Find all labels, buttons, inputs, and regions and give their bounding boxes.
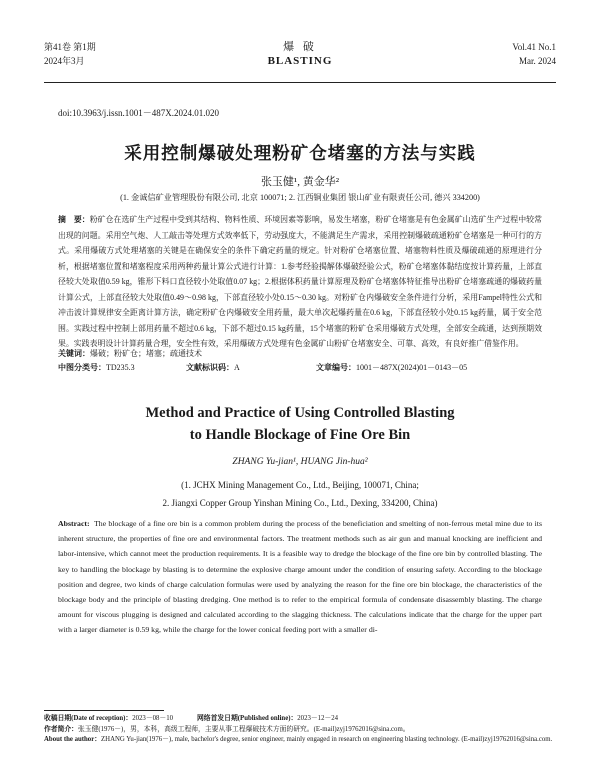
header-divider bbox=[44, 82, 556, 83]
journal-name-cn: 爆 破 bbox=[283, 41, 317, 53]
affiliation-en-line2: 2. Jiangxi Copper Group Yinshan Mining Co., Ltd., Dexing, 334200, China) bbox=[162, 498, 438, 508]
article-title-en-line1: Method and Practice of Using Controlled Blasting bbox=[145, 405, 455, 421]
affiliation-cn: (1. 金诚信矿业管理股份有限公司, 北京 100071; 2. 江西铜业集团 银山矿业有限责任公司, 德兴 334200) bbox=[120, 193, 480, 202]
abstract-en bbox=[58, 516, 542, 638]
published-label: 网络首发日期(Published online)： bbox=[197, 715, 298, 722]
keywords-cn bbox=[58, 348, 542, 359]
received-date: 2023－08－10 bbox=[132, 715, 173, 722]
author-en-label: About the author： bbox=[44, 736, 102, 743]
article-title-en bbox=[0, 402, 600, 446]
date-en: Mar. 2024 bbox=[519, 56, 556, 66]
author-cn-text: 张玉健(1976－)，男，本科，高级工程师，主要从事工程爆破技术方面的研究。(E-mail)zyj19762016@sina.com。 bbox=[77, 725, 410, 733]
volume-issue-cn: 第41卷 第1期 bbox=[44, 42, 96, 52]
affiliation-en bbox=[0, 476, 600, 512]
abstract-cn bbox=[58, 212, 542, 352]
document-code-value: A bbox=[234, 363, 240, 372]
author-en-text: ZHANG Yu-jian(1976－), male, bachelor's degree, senior engineer, mainly engaged in research on engineering blasting technology. (E-mail)zyj19762016@sina.com. bbox=[101, 736, 553, 743]
article-title-cn: 采用控制爆破处理粉矿仓堵塞的方法与实践 bbox=[124, 144, 476, 164]
abstract-cn-text: 粉矿仓在选矿生产过程中受到其结构、物料性质、环境因素等影响，易发生堵塞，粉矿仓堵塞是有色金属矿山选矿生产过程中较常出现的问题。采用空气炮、人工敲击等处理方式效率低下，劳动强度大，不能满足生产需求，采用控制爆破疏通粉矿仓堵塞是一种可行的方式。采用爆破方式处理堵塞的关键是在确保安全的条件下确定药量的规定。针对粉矿仓堵塞位置、堵塞物料性质及爆破疏通的原理进行分析，根据堵塞位置和堵塞程度采用两种药量计算公式进行计算：1.参考经验揭解体爆破经验公式，粉矿仓堵塞体黏结度按计算药量，上部直径较大处取值0.59 kg，锥形下料口直径较小处取值0.07 kg；2.根据体积药量计算原理及粉矿仓堵塞体特征推导出粉矿仓堵塞疏通的爆破药量计算公式，上部直径较大处取值0.49～0.98 kg，下部直径较小处0.15～0.30 kg。对粉矿仓内爆破安全条件进行分析，采用Fampel特性公式和冲击波计算规律安全距离计算方法，确定粉矿仓内爆破安全用药量，最大单次起爆药量在0.6 kg，下部直径较小处0.15 kg药量，属于安全范围。实践过程中控制上部用药量不超过0.6 kg，下部不超过0.15 kg药量，15个堵塞的粉矿仓采用爆破方式处理，全部安全疏通，达到预期效果。实践表明设计计算药量合理，安全性有效，采用爆破方式处理有色金属矿山粉矿仓堵塞安全、可靠、高效，有良好推广借鉴作用。 bbox=[58, 215, 542, 348]
article-number-value: 1001－487X(2024)01－0143－05 bbox=[356, 363, 468, 372]
footnote-author-cn bbox=[44, 725, 556, 736]
keywords-cn-label: 关键词： bbox=[58, 349, 90, 358]
volume-issue-en: Vol.41 No.1 bbox=[512, 42, 556, 52]
footnote bbox=[44, 714, 556, 746]
received-label: 收稿日期(Date of reception)： bbox=[44, 715, 133, 722]
date-cn: 2024年3月 bbox=[44, 56, 85, 66]
keywords-cn-text: 爆破；粉矿仓；堵塞；疏通技术 bbox=[90, 349, 202, 358]
authors-en: ZHANG Yu-jian¹, HUANG Jin-hua² bbox=[232, 457, 368, 467]
abstract-en-label: Abstract: bbox=[58, 519, 90, 528]
document-code bbox=[186, 362, 240, 373]
affiliation-en-line1: (1. JCHX Mining Management Co., Ltd., Beijing, 100071, China; bbox=[181, 480, 419, 490]
clc-label: 中图分类号： bbox=[58, 363, 106, 372]
article-number-label: 文章编号： bbox=[316, 363, 356, 372]
authors-cn: 张玉健¹, 黄金华² bbox=[260, 176, 340, 188]
clc-number bbox=[58, 362, 135, 373]
abstract-en-text: The blockage of a fine ore bin is a common problem during the process of the beneficiation and smelting of non-ferrous metal mine due to its inherent structure, the properties of fine ore and environmental factors. The treatment methods such as air gun and manual knocking are inefficient and labor-intensive, which cannot meet the production requirements. It is a feasible way to dredge the blockage of the fine ore bin by controlled blasting. The key to handling the blockage by blasting is to determine the explosive charge amount under the condition of ensuring safety. According to the blockage position and degree, two kinds of charge calculation formulas were used by analyzing the reason for the fine ore bin blockage, the characteristics of the blockage body and the principle of blasting dredging. One method is to refer to the empirical formula of condensate disassembly blasting. The charge amount for viscous plugging is designed and calculated according to the slagging thickness. The calculations indicate that the charge for the upper part with a larger diameter is 0.59 kg, while the charge for the lower conical feeding port with a smaller di- bbox=[58, 519, 542, 635]
footnote-divider bbox=[44, 710, 164, 711]
running-header bbox=[44, 40, 556, 80]
header-right bbox=[512, 40, 556, 68]
footnote-dates bbox=[44, 714, 556, 725]
abstract-cn-label: 摘 要： bbox=[58, 215, 90, 224]
footnote-author-en bbox=[44, 735, 556, 746]
doi: doi:10.3963/j.issn.1001－487X.2024.01.020 bbox=[58, 108, 220, 118]
clc-value: TD235.3 bbox=[106, 363, 135, 372]
document-code-label: 文献标识码： bbox=[186, 363, 234, 372]
published-date: 2023－12－24 bbox=[297, 715, 339, 722]
article-title-en-line2: to Handle Blockage of Fine Ore Bin bbox=[189, 427, 411, 443]
journal-name bbox=[44, 40, 556, 68]
author-cn-label: 作者简介： bbox=[44, 725, 78, 733]
journal-name-en: BLASTING bbox=[267, 55, 333, 67]
article-number bbox=[316, 362, 467, 373]
